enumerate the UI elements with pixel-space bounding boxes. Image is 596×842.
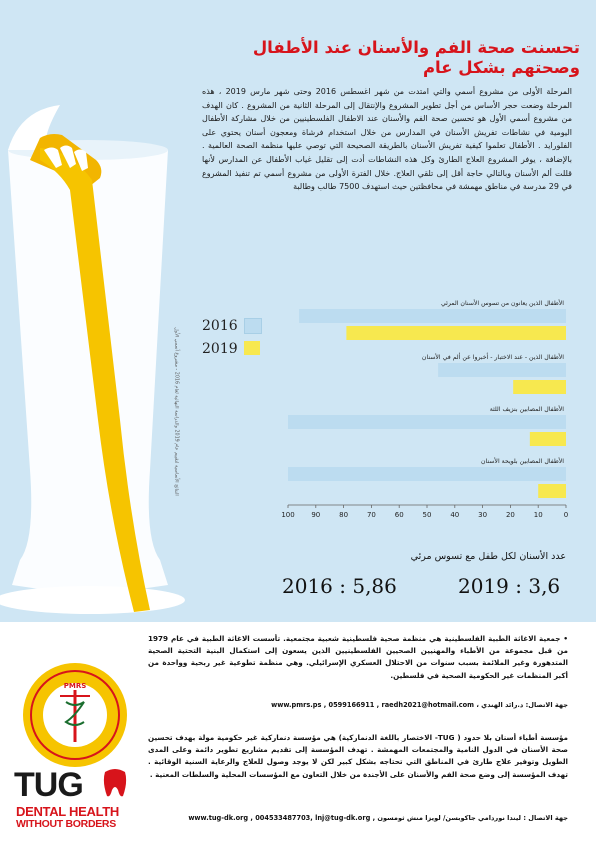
x-tick-label: 10: [533, 511, 543, 519]
pmrs-logo-text: PMRS: [63, 682, 87, 690]
tug-description: مؤسسة أطباء أسنان بلا حدود ( TUG- الاختصار باللغة الدنماركية) هي مؤسسة دنماركية غير حكومية مولة بهدف تحسين صحة الأسنان في الدول النامية والمجتمعات المهمشة . تهدف المؤسسة إلى تقديم مشاريع تطوير دائمة وعلى المدى الطويل وتوفير علاج طارئ في المناطق التي تحتاجه بشكل كبير لكن لا يوجد وصول للعلاج والرعاية السنية الوقائية . تهدف المؤسسة إلى وضع صحة الفم والأسنان على الأجندة من خلال التعاون مع المؤسسات المحلية والسلطات المعنية .: [148, 733, 568, 779]
bar-2019: [530, 432, 566, 446]
x-tick-label: 100: [281, 511, 295, 519]
x-tick-label: 90: [311, 511, 321, 519]
x-tick-label: 0: [563, 511, 569, 519]
bar-2016: [288, 467, 566, 481]
legend-label-2019: 2019: [202, 341, 238, 357]
parc-contact: جهة الاتصال: د.رائد الهندي ، www.pmrs.ps , 0599166911 , raedh2021@hotmail.com: [271, 701, 568, 709]
tug-logo-line-1: DENTAL HEALTH: [16, 804, 119, 819]
tug-contact: جهة الاتصال : ليندا نوردامي جاكوبسن/ لويزا منش ثومسون , www.tug-dk.org , 004533487703, lnj@tug-dk.org: [188, 814, 568, 822]
category-label: الأطفال الذين يعانون من تسوس الأسنان المرئي: [440, 300, 564, 307]
pmrs-logo: [20, 660, 130, 770]
intro-paragraph: المرحلة الأولى من مشروع أسمي والتي امتدت من شهر اغسطس 2016 وحتى شهر مارس 2019 ، هذه المرحلة وضعت حجر الأساس من أجل تطوير المشروع والإنتقال إلى المرحلة الثانية من المشروع . كان الهدف من مشروع أسمي الأول هو تحسين صحة الفم والأسنان عند الاطفال الفلسطينيين من خلال مشاركة الأطفال اليومية في نشاطات تفريش الأسنان في المدارس من خلال استخدام فرشاة ومعجون أسنان يحتوي على الفلورايد . الأطفال تعلموا كيفية تفريش الأسنان بالطريقة الصحيحة التي توصي عليها منظمة الصحة العالمية . بالإضافة ، يوفر المشروع العلاج الطارئ وكل هذه النشاطات أدت إلى تقليل غياب الأطفال عن المدارس لأنها قللت ألم الأسنان وبالتالي حاجة أقل إلى تلقي العلاج. خلال الفترة الأولى من مشروع أسمي تم تنفيذ المشروع في 29 مدرسة في مناطق مهمشة في محافظتين حيث استهدف 7500 طالب وطالبة: [202, 87, 573, 192]
tug-logo: [14, 766, 144, 836]
bar-2016: [438, 363, 566, 377]
tug-logo-line-2: WITHOUT BORDERS: [16, 818, 116, 830]
bar-2019: [513, 380, 566, 394]
x-tick-label: 80: [339, 511, 349, 519]
bar-chart: [270, 295, 580, 530]
bar-2019: [538, 484, 566, 498]
chart-caption: عدد الأسنان لكل طفل مع تسوس مرئي: [410, 551, 566, 562]
pmrs-seal-icon: [20, 660, 130, 770]
category-label: الأطفال الذين - عند الاختبار - أخبروا عن ألم في الأسنان: [421, 354, 564, 361]
title-line-2: وصحتهم بشكل عام: [422, 58, 580, 77]
category-label: الأطفال المصابين بلويحة الأسنان: [480, 458, 564, 465]
x-tick-label: 50: [422, 511, 432, 519]
legend-swatch-2016: [244, 318, 262, 334]
x-tick-label: 20: [505, 511, 515, 519]
chart-source-note: النتائج الأساسية لتقييم عام 2019 والدراسة النهائية لعام 2016 - مشروع أسمي الأول: [173, 327, 179, 496]
x-tick-label: 30: [478, 511, 488, 519]
page-title: [140, 38, 580, 78]
stat-2016: 2016 : 5,86: [282, 574, 397, 598]
x-tick-label: 70: [366, 511, 376, 519]
parc-description: • جمعية الاغاثة الطبية الفلسطينية هي منظمة صحية فلسطينية شعبية مجتمعية. تأسست الاغاثة الطبية في عام 1979 من قبل مجموعة من الأطباء والمهنيين الصحيين الفلسطينيين الذين يسعون إلى استكمال البنية التحتية الصحية المتدهورة وغير الملائمة بسبب سنوات من الاحتلال العسكري الإسرائيلي. وهي منظمة تطوعية غير ربحية وواحدة من أكبر المنظمات غير الحكومية الصحية في فلسطين.: [148, 634, 568, 680]
stat-2019: 2019 : 3,6: [458, 574, 561, 598]
title-line-1: تحسنت صحة الفم والأسنان عند الأطفال: [252, 38, 580, 57]
x-tick-label: 40: [450, 511, 460, 519]
bar-2019: [346, 326, 566, 340]
tooth-icon: [102, 768, 128, 798]
bar-2016: [288, 415, 566, 429]
category-label: الأطفال المصابين بنزيف اللثة: [489, 406, 564, 413]
x-tick-label: 60: [394, 511, 404, 519]
legend-swatch-2019: [244, 341, 260, 355]
legend-label-2016: 2016: [202, 318, 238, 334]
tug-logo-word: TUG: [14, 766, 83, 804]
bar-2016: [299, 309, 566, 323]
